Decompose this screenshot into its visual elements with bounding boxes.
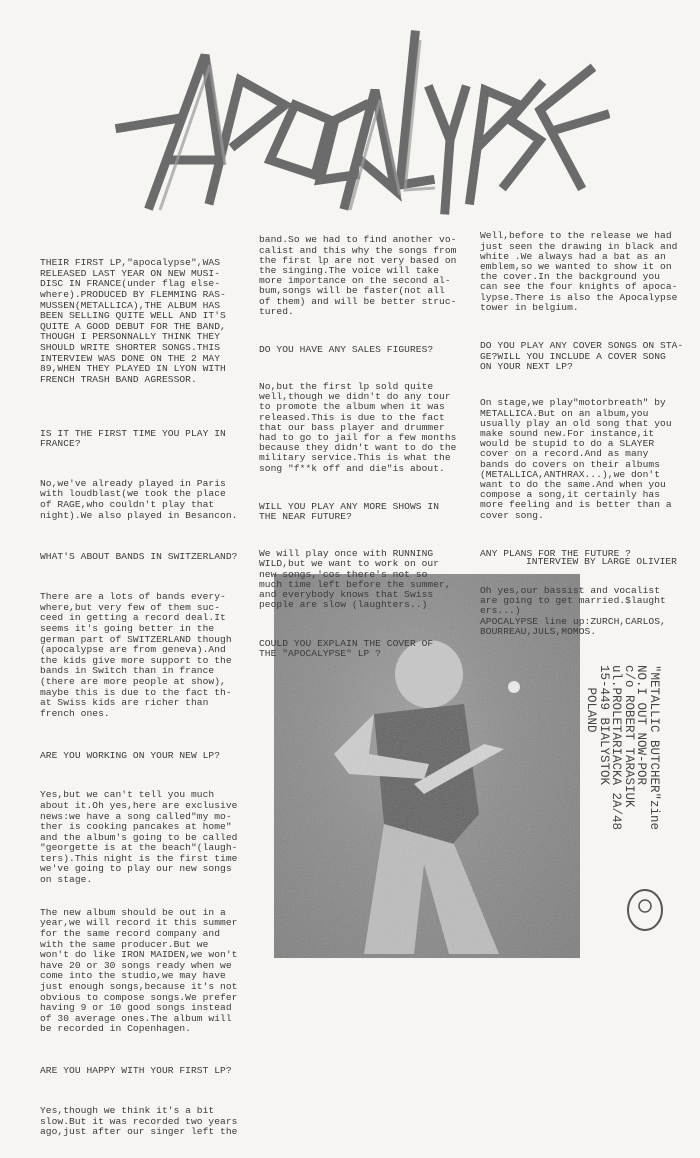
question: DO YOU HAVE ANY SALES FIGURES?: [259, 344, 434, 356]
answer: On stage,we play"motorbreath" by METALLICA.But on an album,you usually play an old song that you make sound new.For instance,it would be stupid to do a SLAYER cover on a record.And as many bands do covers on their albums (METALLICA,ANTHRAX...),we don't want to do the same.And when you compose a song,it certainly has more feeling and is better than a cover song.: [480, 397, 672, 521]
column-3: [480, 211, 683, 655]
column-2: [259, 215, 456, 675]
answer: No,but the first lp sold quite well,though we didn't do any tour to promote the album when it was released.This is due to the fact that our bass player and drummer had to go to jail for a few months because they didn't want to do the military service.This is what the song "f**k off and die"is about.: [259, 381, 457, 474]
question: ARE YOU HAPPY WITH YOUR FIRST LP?: [40, 1065, 232, 1077]
zine-address: "METALLIC BUTCHER"zine NO.I OUT NOW-POR c/o ROBERT TARASIUK ul.PROLETARIACKA 2A/48 15-449 BIALYSTOK POLAND: [584, 665, 661, 831]
question: DO YOU PLAY ANY COVER SONGS ON STA- GE?WILL YOU INCLUDE A COVER SONG ON YOUR NEXT LP?: [480, 340, 684, 372]
answer: The new album should be out in a year,we will record it this summer for the same record company and with the same producer.But we won't do like IRON MAIDEN,we won't have 20 or 30 songs ready when we come into the studio,we may have just enough songs,because it's not obvious to compose songs.We prefer having 9 or 10 good songs instead of 30 average ones.The album will be recorded in Copenhagen.: [40, 906, 238, 1035]
question: ARE YOU WORKING ON YOUR NEW LP?: [40, 749, 221, 761]
answer: There are a lots of bands every- where,but very few of them suc- ceed in getting a record deal.It seems it's going better in the german part of SWITZERLAND though (apocalypse are from geneva).And the kids give more support to the bands in Switch than in france (there are more people at show), maybe this is due to the fact th- at Swiss kids are richer than french ones.: [40, 591, 232, 719]
question: ANY PLANS FOR THE FUTURE ?: [480, 548, 631, 560]
question: WILL YOU PLAY ANY MORE SHOWS IN THE NEAR FUTURE?: [259, 501, 440, 523]
answer: No,we've already played in Paris with loudblast(we took the place of RAGE,who couldn't play that night).We also played in Besancon.: [40, 477, 238, 521]
answer: Yes,though we think it's a bit slow.But it was recorded two years ago,just after our singer left the: [40, 1104, 238, 1138]
question: WHAT'S ABOUT BANDS IN SWITZERLAND?: [40, 551, 238, 563]
stamp-icon: [620, 880, 670, 940]
interview-credit: INTERVIEW BY LARGE OLIVIER: [526, 556, 677, 567]
column-1: [40, 237, 237, 1158]
answer: Oh yes,our bassist and vocalist are going to get married.$laught ers...) APOCALYPSE line up:ZURCH,CARLOS, BOURREAU,JULS,MOMOS.: [480, 584, 666, 637]
question: COULD YOU EXPLAIN THE COVER OF THE "APOCALYPSE" LP ?: [259, 637, 434, 659]
band-logo: [110, 10, 610, 225]
question: IS IT THE FIRST TIME YOU PLAY IN FRANCE?: [40, 427, 226, 450]
answer: Well,before to the release we had just seen the drawing in black and white .We always had a bat as an emblem,so we wanted to show it on the cover.In the background you can see the four knights of apoca- lypse.There is also the Apocalypse tower in belgium.: [480, 230, 678, 313]
answer: We will play once with RUNNING WILD,but we want to work on our new songs,'cos there's not so much time left before the summer, and everybody knows that Swiss people are slow (laughters..): [259, 548, 451, 611]
answer: Yes,but we can't tell you much about it.Oh yes,here are exclusive news:we have a song called"my mo- ther is cooking pancakes at home" and the album's going to be called "georgette is at the beach"(laugh- ters).This night is the first time we've going to play our new songs on stage.: [40, 789, 238, 886]
intro-paragraph: THEIR FIRST LP,"apocalypse",WAS RELEASED LAST YEAR ON NEW MUSI- DISC IN FRANCE(under flag else- where).PRODUCED BY FLEMMING RAS- MUSSEN(METALLICA),THE ALBUM HAS BEEN SELLING QUITE WELL AND IT'S QUITE A GOOD DEBUT FOR THE BAND, THOUGH I PERSONNALLY THINK THEY SHOULD WRITE SHORTER SONGS.THIS INTERVIEW WAS DONE ON THE 2 MAY 89,WHEN THEY PLAYED IN LYON WITH FRENCH TRASH BAND AGRESSOR.: [40, 257, 226, 385]
answer: band.So we had to find another vo- calist and this why the songs from the first lp are not very based on the singing.The voice will take more importance on the second al- bum,songs will be faster(not all of them) and will be better struc- tured.: [259, 234, 457, 317]
